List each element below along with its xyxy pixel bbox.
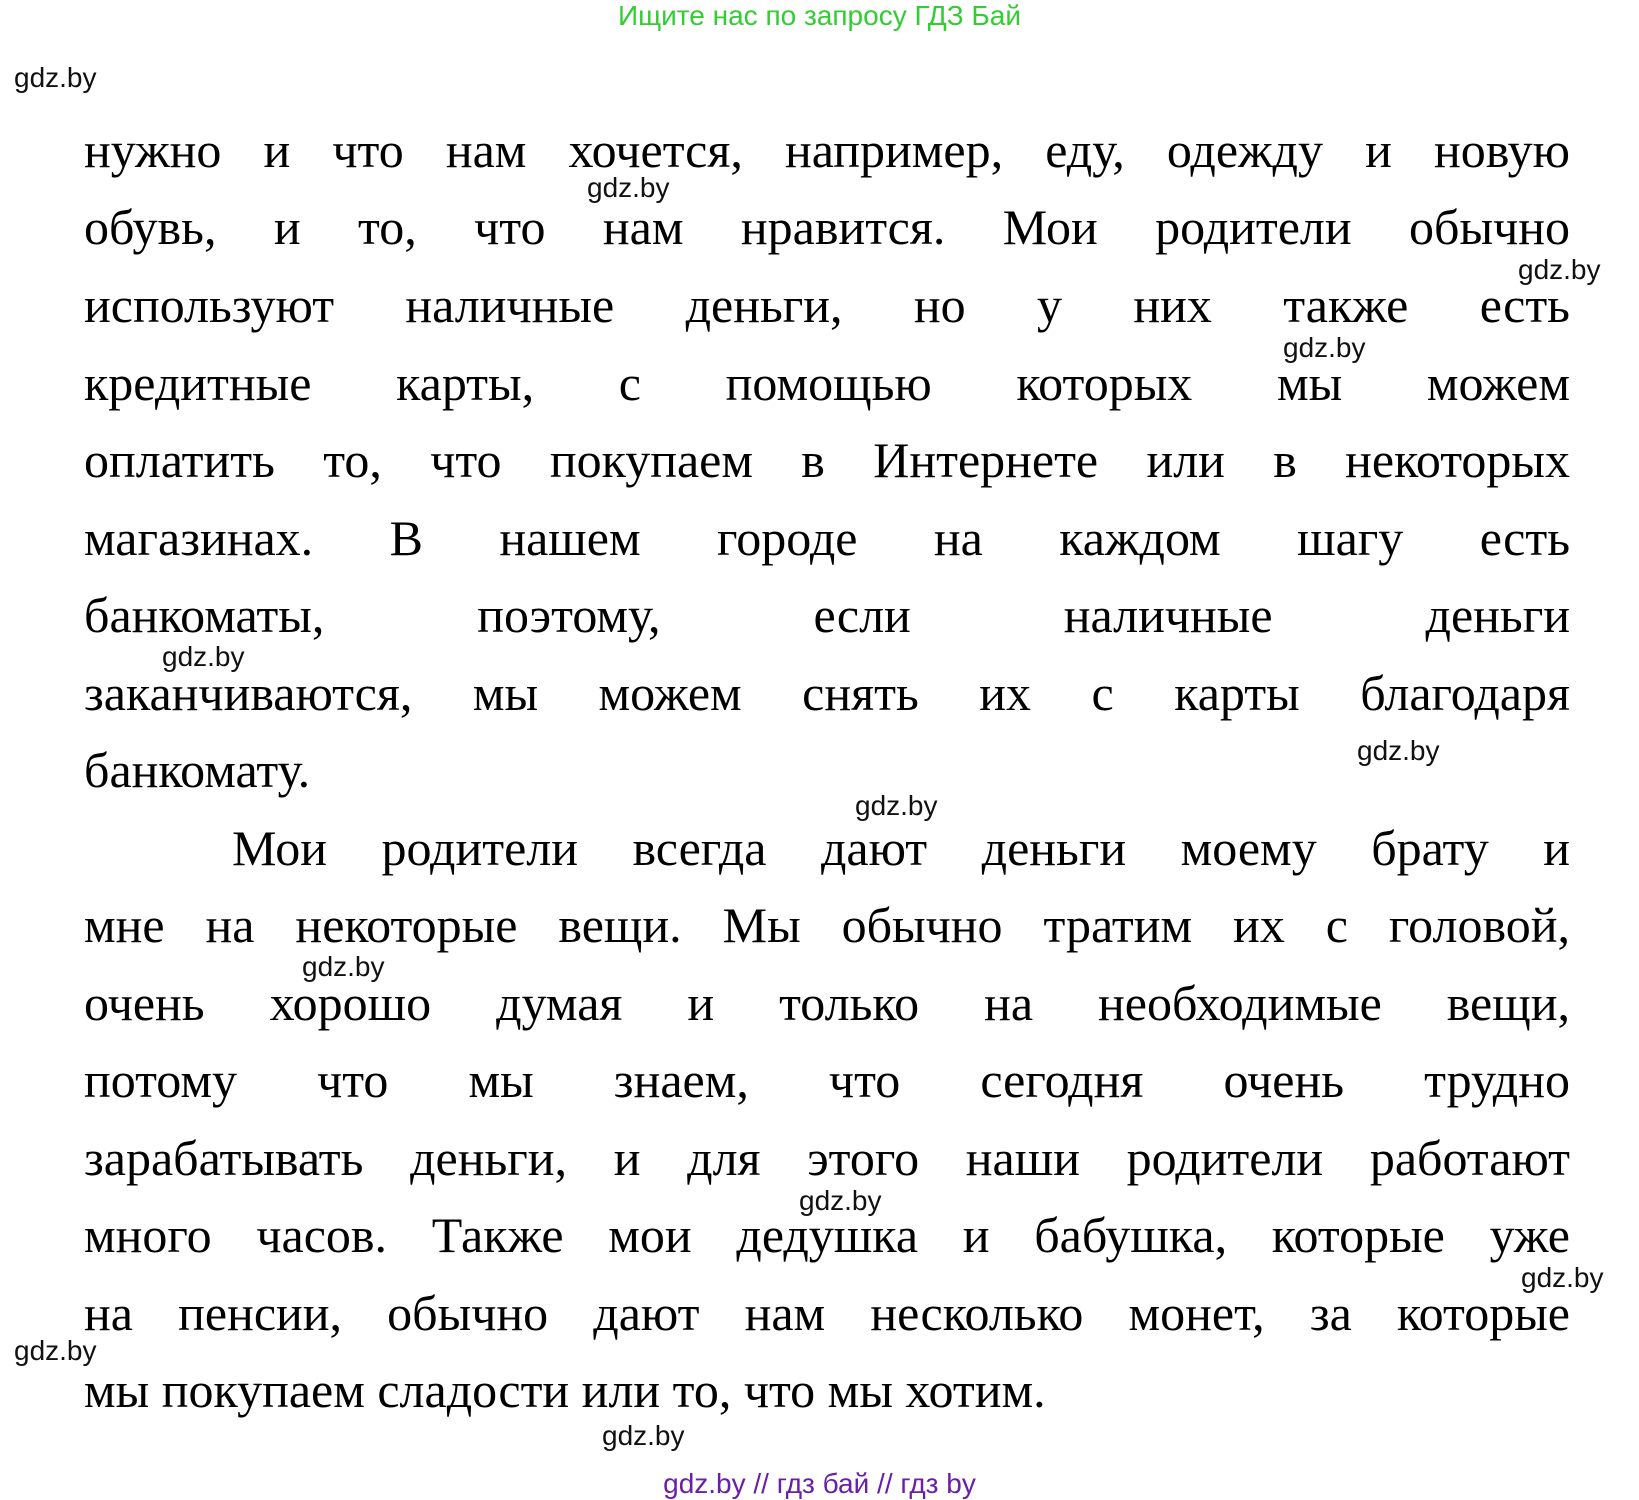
text-line: кредитные карты, с помощью которых мы можем xyxy=(84,355,1570,411)
text-line: Мои родители всегда дают деньги моему брату и xyxy=(232,820,1570,876)
text-line: зарабатывать деньги, и для этого наши родители работают xyxy=(84,1130,1570,1186)
text-line: оплатить то, что покупаем в Интернете или в некоторых xyxy=(84,432,1570,488)
text-line: много часов. Также мои дедушка и бабушка, которые уже xyxy=(84,1207,1570,1263)
watermark: gdz.by xyxy=(855,790,938,821)
watermark: gdz.by xyxy=(799,1185,882,1216)
text-line: заканчиваются, мы можем снять их с карты благодаря xyxy=(84,665,1570,721)
text-line: очень хорошо думая и только на необходимые вещи, xyxy=(84,975,1570,1031)
text-line: на пенсии, обычно дают нам несколько монет, за которые xyxy=(84,1285,1570,1341)
watermark: gdz.by xyxy=(1357,735,1440,766)
watermark: gdz.by xyxy=(1521,1262,1604,1293)
text-line: нужно и что нам хочется, например, еду, одежду и новую xyxy=(84,122,1570,178)
text-line: обувь, и то, что нам нравится. Мои родители обычно xyxy=(84,199,1570,255)
watermark: gdz.by xyxy=(602,1420,685,1451)
text-line: магазинах. В нашем городе на каждом шагу есть xyxy=(84,510,1570,566)
text-line: банкоматы, поэтому, если наличные деньги xyxy=(84,587,1570,643)
top-banner: Ищите нас по запросу ГДЗ Бай xyxy=(617,0,1022,31)
text-line: используют наличные деньги, но у них также есть xyxy=(84,277,1570,333)
footer-links: gdz.by // гдз бай // гдз by xyxy=(663,1468,976,1499)
watermark: gdz.by xyxy=(1283,332,1366,363)
text-line: потому что мы знаем, что сегодня очень трудно xyxy=(84,1052,1570,1108)
text-line: мне на некоторые вещи. Мы обычно тратим их с головой, xyxy=(84,897,1570,953)
watermark: gdz.by xyxy=(14,62,97,93)
text-line: мы покупаем сладости или то, что мы хотим. xyxy=(84,1362,1046,1418)
watermark: gdz.by xyxy=(14,1335,97,1366)
watermark: gdz.by xyxy=(302,951,385,982)
watermark: gdz.by xyxy=(162,641,245,672)
text-line: банкомату. xyxy=(84,742,311,798)
watermark: gdz.by xyxy=(587,172,670,203)
watermark: gdz.by xyxy=(1518,254,1601,285)
